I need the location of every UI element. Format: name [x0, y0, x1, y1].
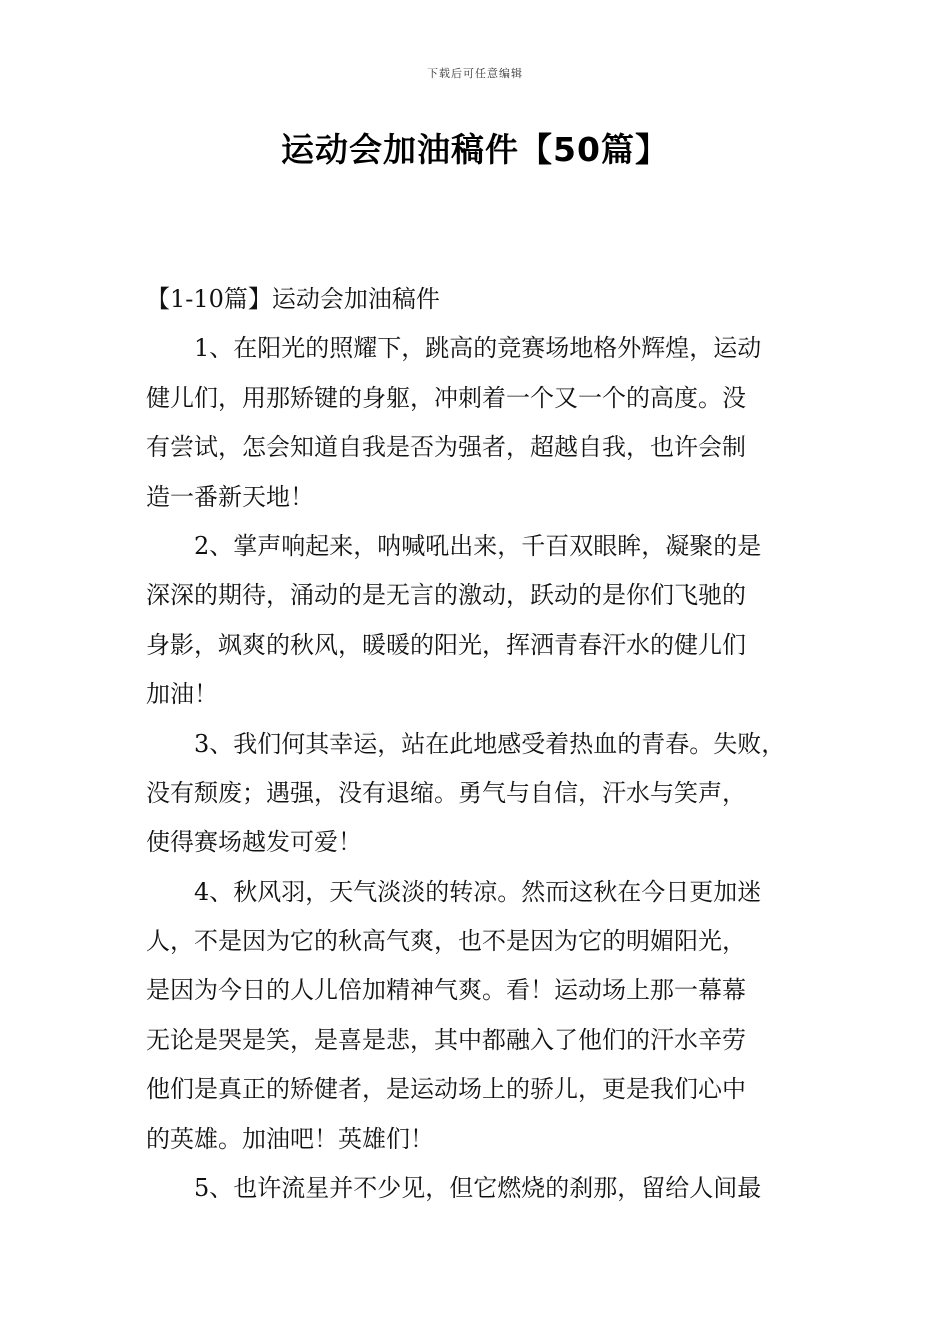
body-line: 身影，飒爽的秋风，暖暖的阳光，挥洒青春汗水的健儿们 — [146, 630, 746, 659]
body-line: 2、掌声响起来，呐喊吼出来，千百双眼眸，凝聚的是 — [146, 531, 762, 560]
section-heading: 【1-10篇】运动会加油稿件 — [146, 285, 440, 313]
page-header-note: 下载后可任意编辑 — [427, 67, 523, 80]
body-line: 没有颓废；遇强，没有退缩。勇气与自信，汗水与笑声， — [146, 778, 746, 807]
body-line: 加油！ — [146, 680, 218, 709]
body-line: 他们是真正的矫健者，是运动场上的骄儿，更是我们心中 — [146, 1075, 746, 1104]
document-body — [146, 281, 806, 1219]
document-title: 运动会加油稿件【50篇】 — [281, 130, 669, 169]
body-line: 人，不是因为它的秋高气爽，也不是因为它的明媚阳光， — [146, 927, 746, 956]
body-line: 的英雄。加油吧！英雄们！ — [146, 1124, 434, 1153]
body-line: 1、在阳光的照耀下，跳高的竞赛场地格外辉煌，运动 — [146, 334, 762, 363]
body-line: 有尝试，怎会知道自我是否为强者，超越自我，也许会制 — [146, 433, 746, 462]
body-line: 3、我们何其幸运，站在此地感受着热血的青春。失败， — [146, 729, 786, 758]
body-line: 使得赛场越发可爱！ — [146, 828, 362, 857]
body-line: 5、也许流星并不少见，但它燃烧的刹那，留给人间最 — [146, 1174, 762, 1203]
body-line: 深深的期待，涌动的是无言的激动，跃动的是你们飞驰的 — [146, 581, 746, 610]
body-line: 无论是哭是笑，是喜是悲，其中都融入了他们的汗水辛劳 — [146, 1025, 746, 1054]
body-line: 是因为今日的人儿倍加精神气爽。看！运动场上那一幕幕 — [146, 976, 746, 1005]
body-line: 造一番新天地！ — [146, 482, 314, 511]
body-line: 4、秋风羽，天气淡淡的转凉。然而这秋在今日更加迷 — [146, 877, 762, 906]
body-line: 健儿们，用那矫键的身躯，冲刺着一个又一个的高度。没 — [146, 383, 746, 412]
